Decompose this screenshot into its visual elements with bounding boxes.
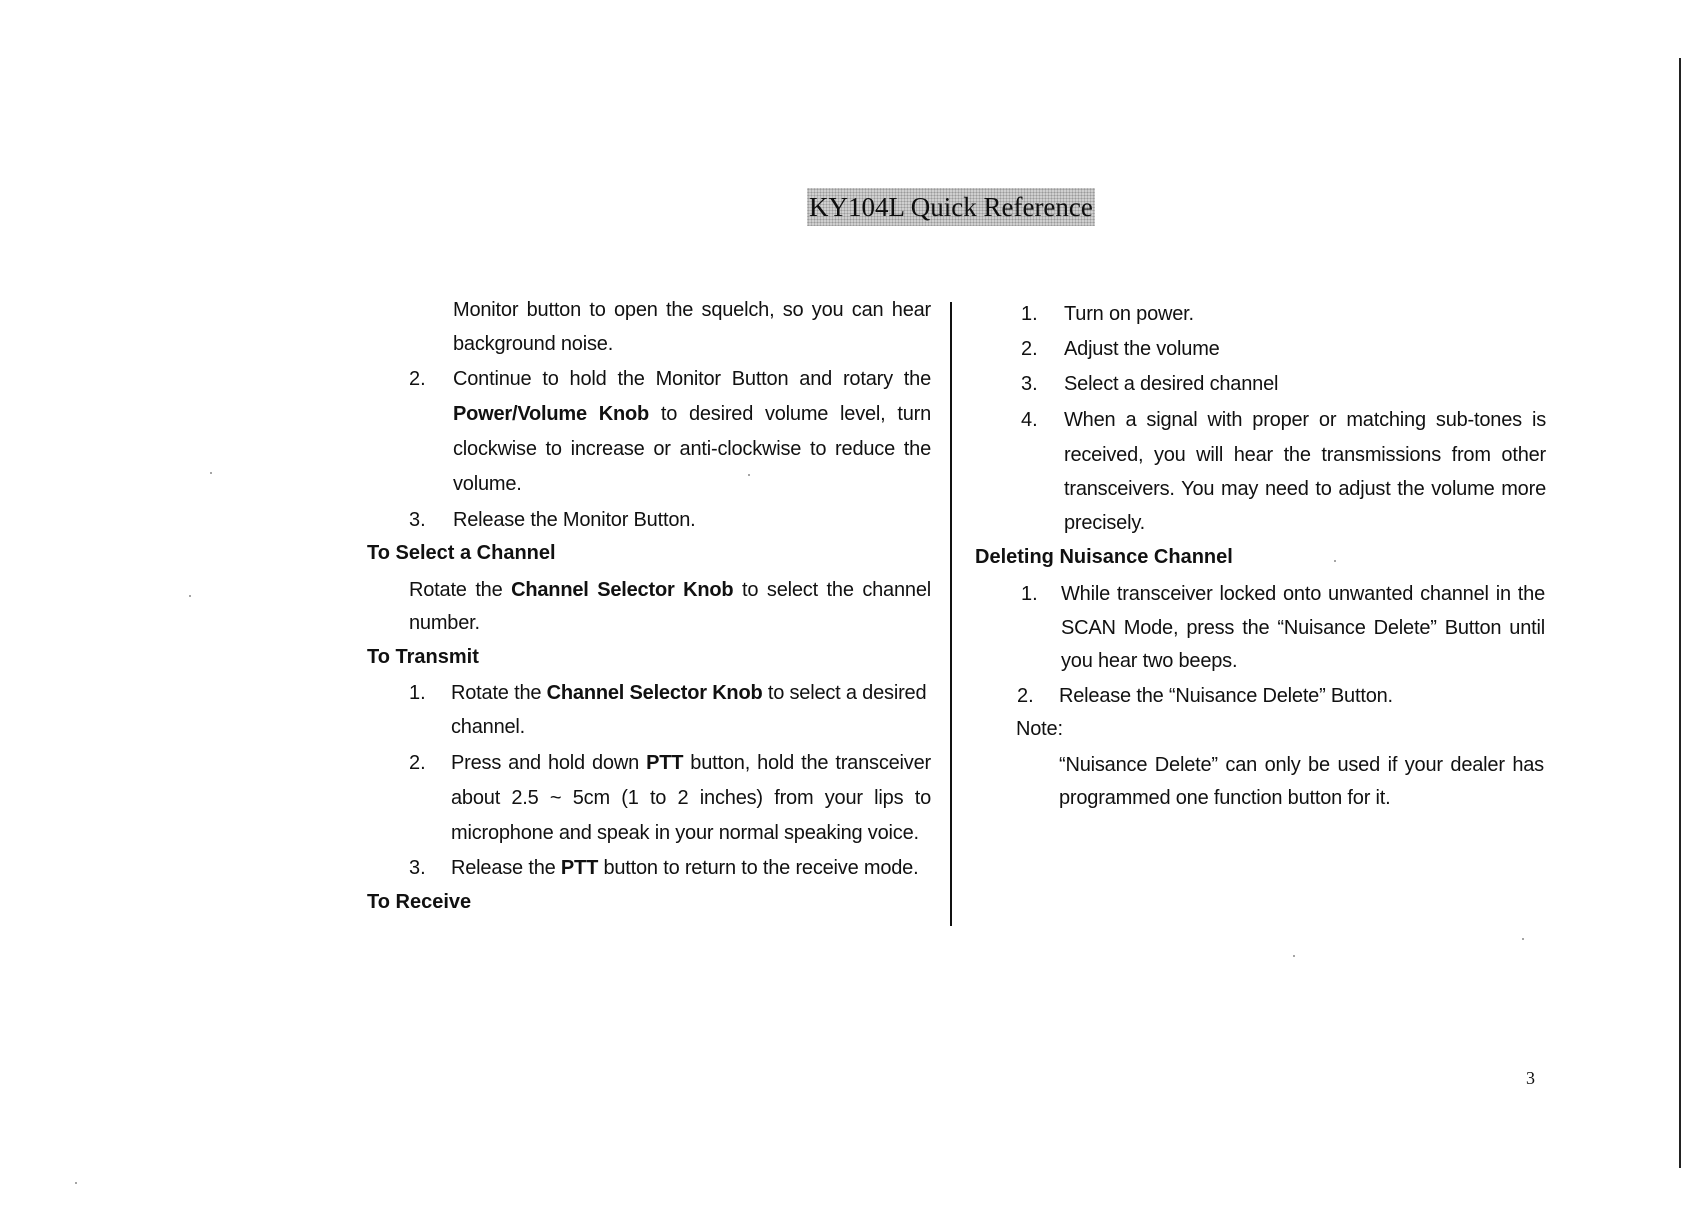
step-number: 2. (1017, 685, 1034, 707)
text-run: Release the (451, 857, 561, 879)
note-label: Note: (1016, 718, 1063, 740)
step2-line-1: Continue to hold the Monitor Button and rotary the (453, 368, 931, 390)
select-channel-line-1 (409, 578, 931, 602)
scan-speck (1293, 955, 1295, 957)
scan-speck (748, 474, 750, 476)
ptt-term: PTT (560, 857, 599, 879)
step4-line-4: precisely. (1064, 512, 1145, 534)
step-number: 2. (409, 368, 426, 390)
text-run: Rotate the (451, 682, 547, 704)
channel-selector-knob-term: Channel Selector Knob (511, 579, 734, 601)
text-run: Rotate the (409, 579, 512, 601)
deleting-step1-line-1: While transceiver locked onto unwanted channel in the (1061, 583, 1545, 605)
deleting-step2-text: Release the “Nuisance Delete” Button. (1059, 685, 1393, 707)
transmit-step2-line-3: microphone and speak in your normal speaking voice. (451, 822, 919, 844)
intro-line-2: background noise. (453, 333, 614, 355)
transmit-heading: To Transmit (367, 646, 479, 668)
column-divider (950, 302, 952, 926)
step-number: 1. (409, 682, 426, 704)
transmit-step1-line-2: channel. (451, 716, 526, 738)
step4-line-1: When a signal with proper or matching sub-tones is (1064, 409, 1546, 431)
scan-speck (189, 595, 191, 597)
receive-step-text: Select a desired channel (1064, 373, 1279, 395)
receive-heading: To Receive (367, 891, 472, 913)
receive-step-text: Turn on power. (1064, 303, 1194, 325)
intro-line-1: Monitor button to open the squelch, so you can hear (453, 299, 931, 321)
transmit-step2-line-2: about 2.5 ~ 5cm (1 to 2 inches) from your lips to (451, 787, 931, 809)
scan-speck (210, 472, 212, 474)
deleting-step1-line-3: you hear two beeps. (1061, 650, 1238, 672)
transmit-step2-line-1 (451, 751, 931, 775)
receive-step-text: Adjust the volume (1064, 338, 1220, 360)
step-number: 3. (409, 509, 426, 531)
step-number: 2. (1021, 338, 1038, 360)
step2-line-4: volume. (453, 473, 522, 495)
text-run: to select the channel (733, 579, 931, 601)
step2-line-3: clockwise to increase or anti-clockwise to reduce the (453, 438, 931, 460)
text-run: Press and hold down (451, 752, 647, 774)
page-number: 3 (1526, 1068, 1535, 1088)
power-volume-knob-term: Power/Volume Knob (453, 403, 650, 425)
step-number: 1. (1021, 303, 1038, 325)
transmit-step1-line-1 (451, 681, 926, 705)
deleting-nuisance-heading: Deleting Nuisance Channel (975, 546, 1233, 568)
step2-line-2-rest: to desired volume level, turn (649, 403, 931, 425)
page-edge-rule (1679, 58, 1681, 1168)
note-line-2: programmed one function button for it. (1059, 787, 1391, 809)
note-line-1: “Nuisance Delete” can only be used if your dealer has (1059, 754, 1544, 776)
step3-text: Release the Monitor Button. (453, 509, 696, 531)
text-run: button to return to the receive mode. (598, 857, 919, 879)
transmit-step3-text (451, 856, 918, 880)
channel-selector-knob-term: Channel Selector Knob (546, 682, 763, 704)
step4-line-3: transceivers. You may need to adjust the volume more (1064, 478, 1546, 500)
page-title: KY104L Quick Reference (807, 188, 1095, 226)
scan-speck (1334, 560, 1336, 562)
ptt-term: PTT (646, 752, 684, 774)
step-number: 3. (409, 857, 426, 879)
select-channel-line-2: number. (409, 612, 480, 634)
step-number: 2. (409, 752, 426, 774)
scan-speck (75, 1182, 77, 1184)
text-run: button, hold the transceiver (683, 752, 931, 774)
step-number: 3. (1021, 373, 1038, 395)
text-run: to select a desired (762, 682, 927, 704)
step4-line-2: received, you will hear the transmissions from other (1064, 444, 1546, 466)
step-number: 1. (1021, 583, 1038, 605)
step2-line-2 (453, 402, 931, 426)
scan-speck (1522, 938, 1524, 940)
deleting-step1-line-2: SCAN Mode, press the “Nuisance Delete” Button until (1061, 617, 1545, 639)
step-number: 4. (1021, 409, 1038, 431)
select-channel-heading: To Select a Channel (367, 542, 556, 564)
